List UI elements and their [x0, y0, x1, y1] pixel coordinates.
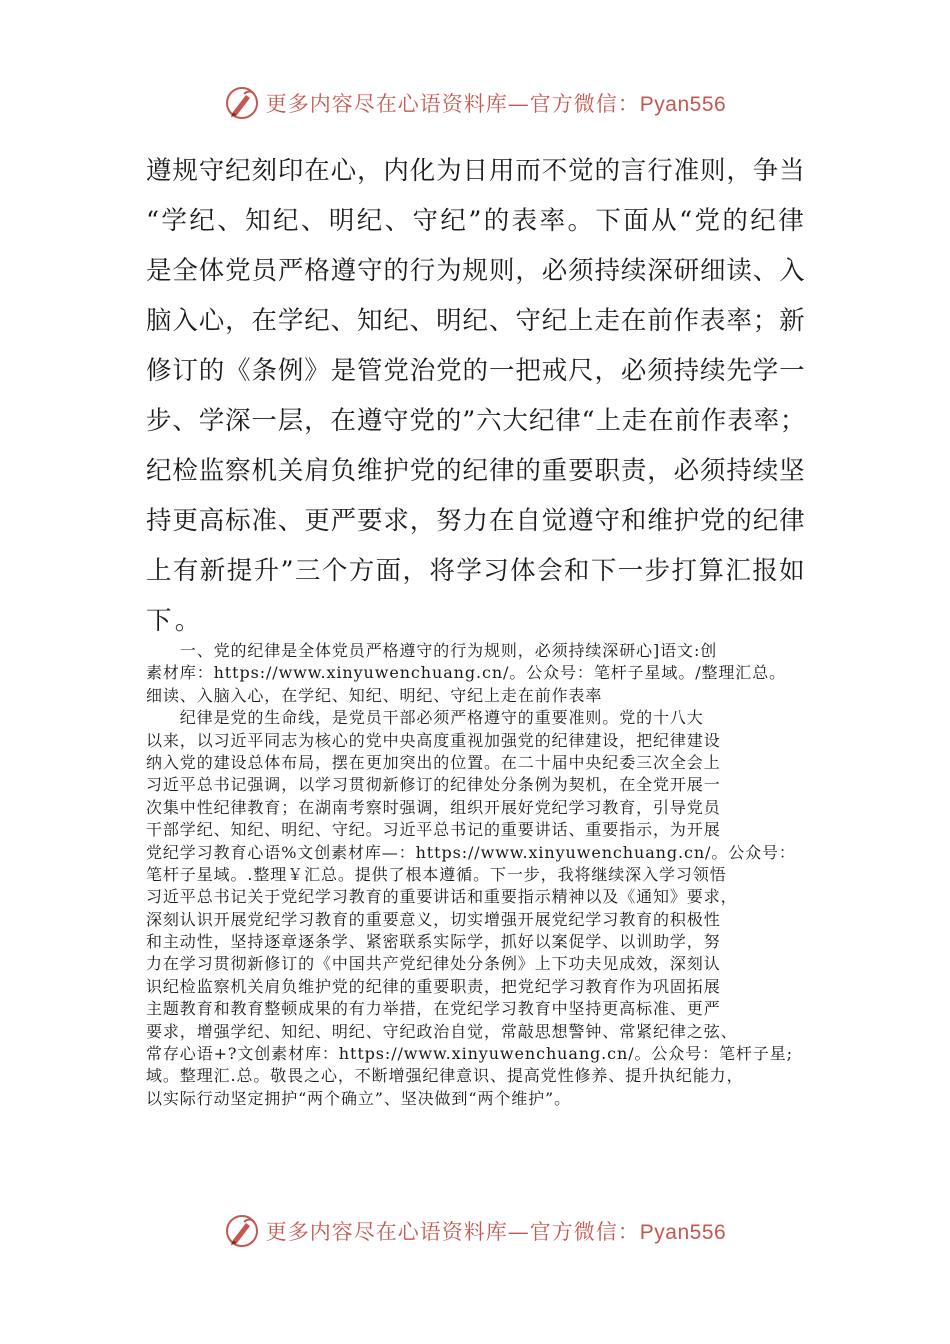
intro-text-line: 步、学深一层，在遵守党的”六大纪律“上走在前作表率；	[146, 406, 807, 436]
body-text-line: 党纪学习教育心语%文创素材库—：https://www.xinyuwenchuang.cn/。公众号：	[146, 842, 796, 862]
body-text-line: 纳入党的建设总体布局，摆在更加突出的位置。在二十届中央纪委三次全会上	[146, 752, 721, 772]
intro-text-line: 是全体党员严格遵守的行为规则，必须持续深研细读、入	[146, 256, 806, 286]
body-text-line: 常存心语+?文创素材库：https://www.xinyuwenchuang.cn/。公众号：笔杆子星;	[146, 1044, 793, 1064]
intro-text-line: 脑入心，在学纪、知纪、明纪、守纪上走在前作表率；新	[146, 306, 806, 336]
intro-text-line: 修订的《条例》是管党治党的一把戒尺，必须持续先学一	[146, 356, 806, 386]
body-text-line: 识纪检监察机关肩负维护党的纪律的重要职责，把党纪学习教育作为巩固拓展	[146, 976, 721, 996]
intro-text-line: “学纪、知纪、明纪、守纪”的表率。下面从“党的纪律	[146, 206, 807, 236]
body-text-line: 纪律是党的生命线，是党员干部必须严格遵守的重要准则。党的十八大	[146, 708, 704, 728]
body-text-line: 次集中性纪律教育；在湖南考察时强调，组织开展好党纪学习教育，引导党员	[146, 797, 721, 817]
body-text-line: 习近平总书记关于党纪学习教育的重要讲话和重要指示精神以及《通知》要求，	[146, 887, 738, 907]
intro-text-line: 纪检监察机关肩负维护党的纪律的重要职责，必须持续坚	[146, 456, 806, 486]
header-banner-cn: 更多内容尽在心语资料库—官方微信：	[265, 92, 640, 116]
body-text-line: 细读、入脑入心，在学纪、知纪、明纪、守纪上走在前作表率	[146, 685, 603, 705]
intro-text-line: 下。	[146, 606, 204, 636]
intro-paragraph	[146, 146, 807, 646]
intro-text-line: 持更高标准、更严要求，努力在自觉遵守和维护党的纪律	[146, 506, 806, 536]
footer-banner-text	[266, 1216, 726, 1246]
pen-logo-icon	[224, 1213, 260, 1249]
header-banner	[0, 80, 950, 126]
body-text-line: 力在学习贯彻新修订的《中国共产党纪律处分条例》上下功夫见成效，深刻认	[146, 954, 721, 974]
body-text-line: 笔杆子星域。.整理￥汇总。提供了根本遵循。下一步，我将继续深入学习领悟	[146, 864, 727, 884]
header-banner-wechat-id: Pyan556	[639, 93, 727, 116]
body-text-line: 以来，以习近平同志为核心的党中央高度重视加强党的纪律建设，把纪律建设	[146, 730, 721, 750]
intro-text-line: 遵规守纪刻印在心，内化为日用而不觉的言行准则，争当	[146, 156, 806, 186]
intro-text-line: 上有新提升”三个方面，将学习体会和下一步打算汇报如	[146, 556, 807, 586]
body-text-line: 一、党的纪律是全体党员严格遵守的行为规则，必须持续深研心]语文:创	[146, 641, 718, 660]
body-text-line: 主题教育和教育整顿成果的有力举措，在党纪学习教育中坚持更高标准、更严	[146, 999, 721, 1019]
body-text-line: 深刻认识开展党纪学习教育的重要意义，切实增强开展党纪学习教育的积极性	[146, 909, 721, 929]
footer-banner-cn: 更多内容尽在心语资料库—官方微信：	[265, 1220, 640, 1244]
body-text-line: 和主动性，坚持逐章逐条学、紧密联系实际学，抓好以案促学、以训助学，努	[146, 932, 721, 952]
body-text-line: 习近平总书记强调，以学习贯彻新修订的纪律处分条例为契机，在全党开展一	[146, 775, 721, 795]
body-section	[146, 640, 810, 1110]
body-text-line: 干部学纪、知纪、明纪、守纪。习近平总书记的重要讲话、重要指示，为开展	[146, 820, 721, 840]
footer-banner	[0, 1208, 950, 1254]
header-banner-text	[266, 88, 726, 118]
pen-logo-icon	[224, 85, 260, 121]
footer-banner-wechat-id: Pyan556	[639, 1221, 727, 1244]
body-text-line: 素材库：https://www.xinyuwenchuang.cn/。公众号：笔杆子星域。/整理汇总。	[146, 663, 787, 683]
body-text-line: 以实际行动坚定拥护“两个确立”、坚决做到“两个维护”。	[146, 1088, 572, 1108]
body-text-line: 域。整理汇.总。敬畏之心，不断增强纪律意识、提高党性修养、提升执纪能力，	[146, 1066, 744, 1086]
body-text-line: 要求，增强学纪、知纪、明纪、守纪政治自觉，常敲思想警钟、常紧纪律之弦、	[146, 1021, 738, 1041]
